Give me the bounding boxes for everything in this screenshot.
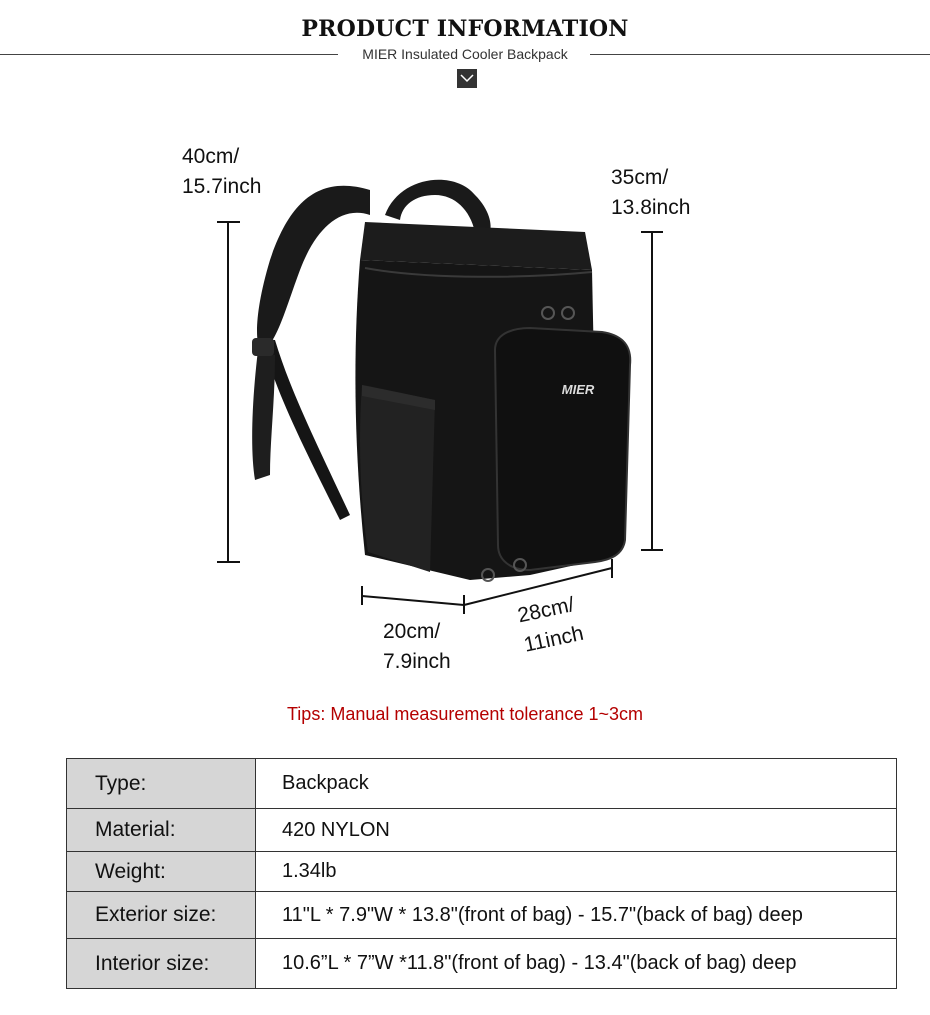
table-row [67, 852, 897, 892]
dimension-length: 28cm/ 11inch [515, 593, 586, 657]
dimension-width: 20cm/ 7.9inch [383, 620, 451, 673]
spec-label: Type: [67, 759, 256, 809]
spec-label: Weight: [67, 852, 256, 892]
spec-label: Exterior size: [67, 892, 256, 939]
page-title: PRODUCT INFORMATION [301, 16, 629, 42]
page-subtitle: MIER Insulated Cooler Backpack [362, 46, 568, 62]
table-row [67, 892, 897, 939]
spec-value: 420 NYLON [256, 809, 897, 852]
spec-value: 10.6”L * 7”W *11.8"(front of bag) - 13.4"(back of bag) deep [256, 939, 897, 989]
tolerance-tip: Tips: Manual measurement tolerance 1~3cm [286, 704, 643, 724]
table-row [67, 809, 897, 852]
spec-table [66, 758, 897, 989]
table-row [67, 939, 897, 989]
dimension-height-back: 40cm/ 15.7inch [182, 145, 262, 198]
spec-label: Material: [67, 809, 256, 852]
spec-label: Interior size: [67, 939, 256, 989]
brand-logo: MIER [561, 382, 595, 397]
table-row [67, 759, 897, 809]
dimension-height-front: 35cm/ 13.8inch [611, 166, 691, 219]
backpack-image [230, 160, 650, 620]
spec-value: Backpack [256, 759, 897, 809]
spec-value: 11"L * 7.9"W * 13.8"(front of bag) - 15.7"(back of bag) deep [256, 892, 897, 939]
spec-value: 1.34lb [256, 852, 897, 892]
